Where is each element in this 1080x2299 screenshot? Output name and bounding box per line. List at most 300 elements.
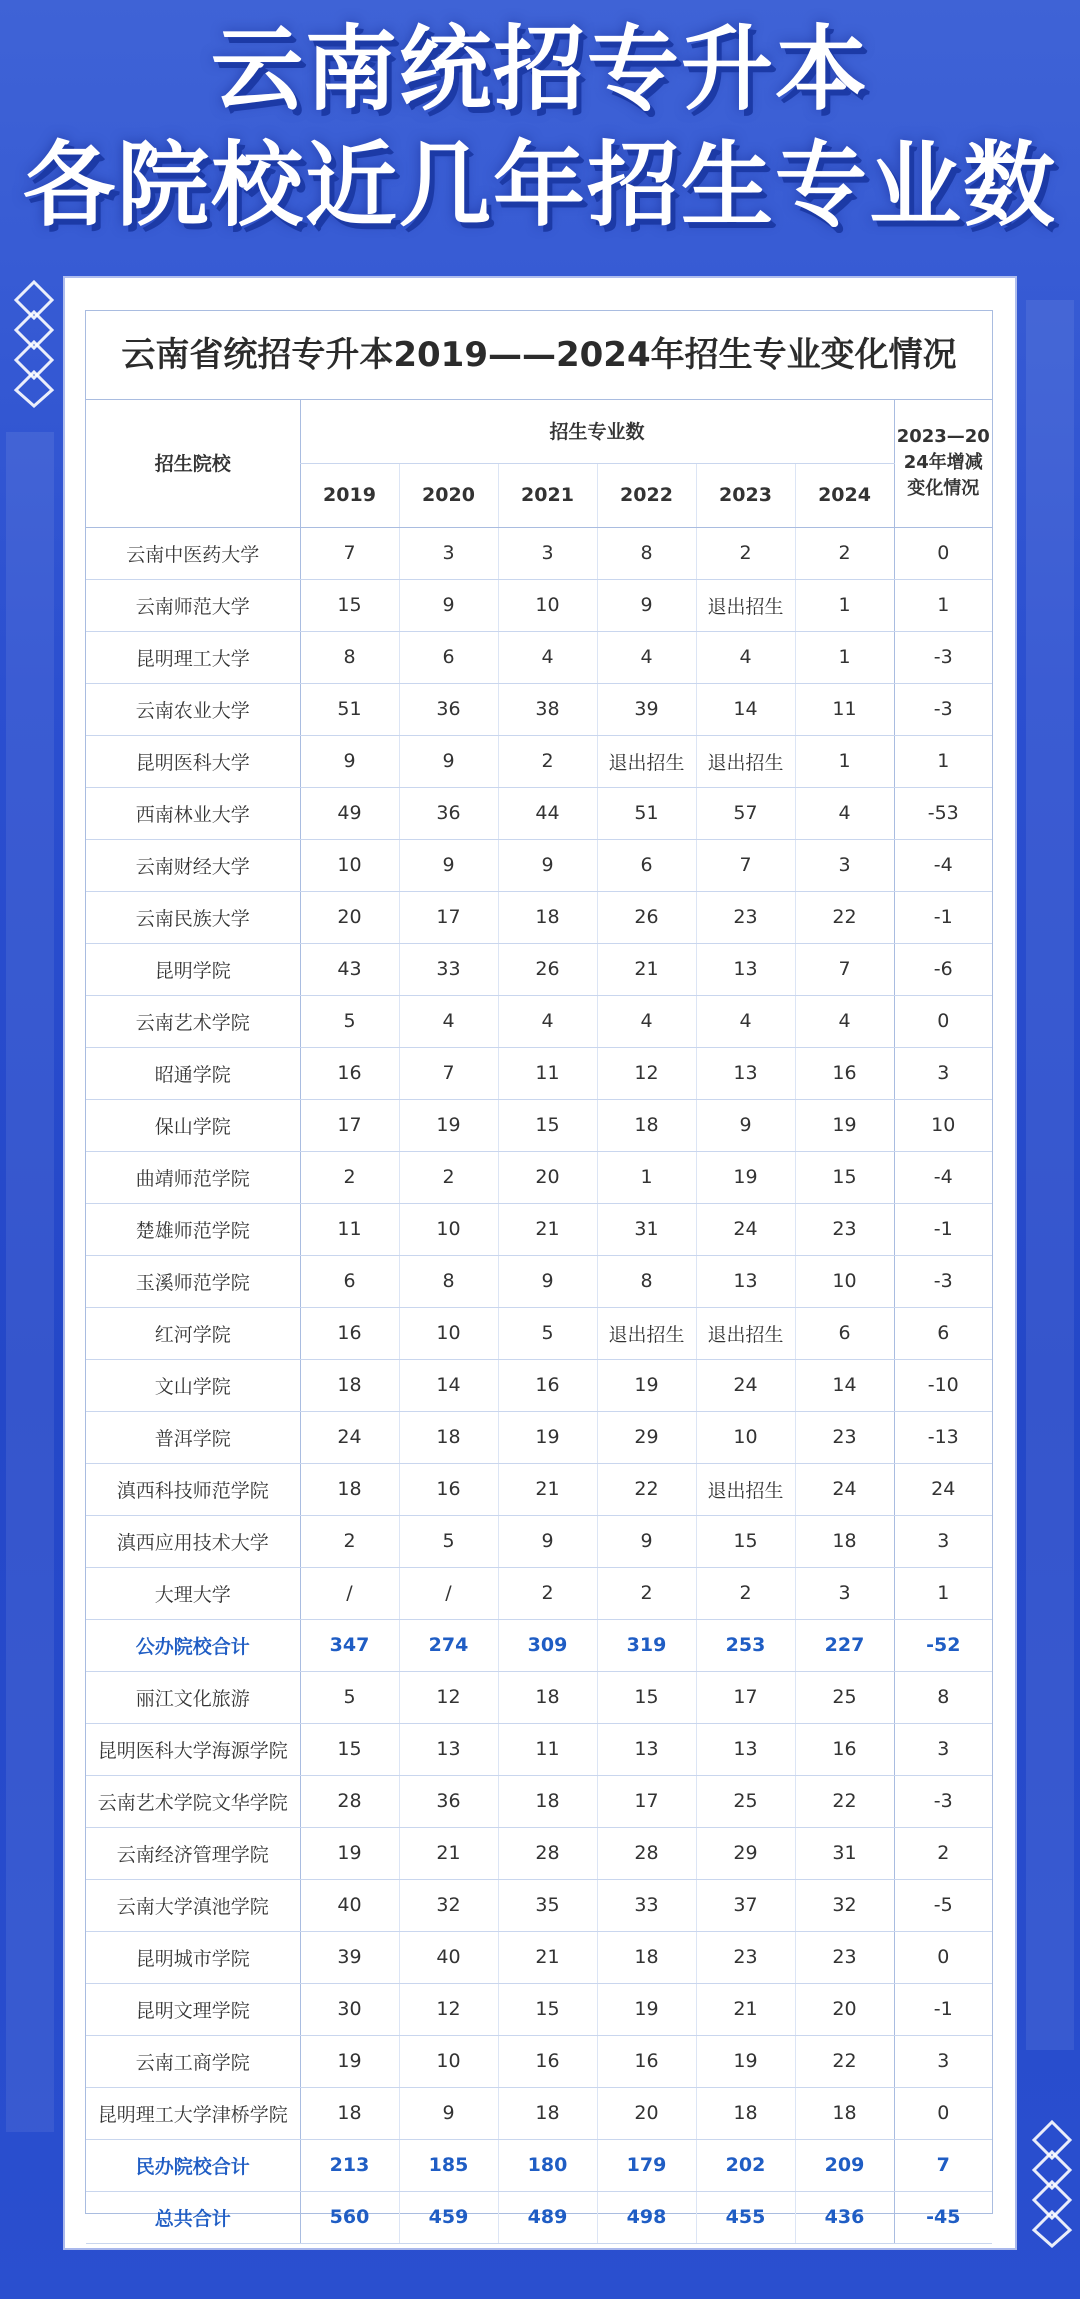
table-row	[86, 891, 992, 943]
year-value: 16	[399, 1463, 498, 1515]
table-row	[86, 1255, 992, 1307]
year-value: 4	[597, 995, 696, 1047]
year-value: 560	[300, 2191, 399, 2243]
change-value: 0	[894, 527, 992, 579]
year-value: 11	[795, 683, 894, 735]
table-row	[86, 735, 992, 787]
year-value: 退出招生	[696, 1463, 795, 1515]
year-value: 29	[696, 1827, 795, 1879]
year-value: 28	[300, 1775, 399, 1827]
year-value: 6	[795, 1307, 894, 1359]
table-row	[86, 1775, 992, 1827]
year-value: 23	[696, 891, 795, 943]
year-value: 253	[696, 1619, 795, 1671]
change-value: 3	[894, 1515, 992, 1567]
year-value: 51	[597, 787, 696, 839]
year-value: 33	[399, 943, 498, 995]
year-value: 17	[597, 1775, 696, 1827]
year-value: 18	[399, 1411, 498, 1463]
year-value: 14	[795, 1359, 894, 1411]
table-row	[86, 1931, 992, 1983]
year-value: 9	[498, 1515, 597, 1567]
year-value: 10	[498, 579, 597, 631]
school-name: 云南财经大学	[86, 839, 300, 891]
year-value: 退出招生	[696, 735, 795, 787]
school-name: 云南艺术学院文华学院	[86, 1775, 300, 1827]
year-value: 1	[795, 735, 894, 787]
year-value: 10	[696, 1411, 795, 1463]
school-name: 云南艺术学院	[86, 995, 300, 1047]
year-value: 6	[597, 839, 696, 891]
school-name: 普洱学院	[86, 1411, 300, 1463]
year-value: 8	[597, 1255, 696, 1307]
change-value: -45	[894, 2191, 992, 2243]
year-value: 180	[498, 2139, 597, 2191]
year-value: 213	[300, 2139, 399, 2191]
table-row	[86, 1983, 992, 2035]
year-value: 15	[795, 1151, 894, 1203]
year-value: 15	[597, 1671, 696, 1723]
year-value: 13	[399, 1723, 498, 1775]
year-value: 9	[597, 579, 696, 631]
year-value: 13	[696, 1255, 795, 1307]
year-value: 347	[300, 1619, 399, 1671]
year-value: 29	[597, 1411, 696, 1463]
table-row	[86, 2035, 992, 2087]
school-name: 云南农业大学	[86, 683, 300, 735]
year-value: 16	[300, 1047, 399, 1099]
school-name: 云南师范大学	[86, 579, 300, 631]
year-value: 5	[399, 1515, 498, 1567]
year-value: 21	[696, 1983, 795, 2035]
year-value: 26	[498, 943, 597, 995]
change-value: 2	[894, 1827, 992, 1879]
school-name: 西南林业大学	[86, 787, 300, 839]
year-value: 8	[300, 631, 399, 683]
year-value: 25	[696, 1775, 795, 1827]
year-value: 7	[300, 527, 399, 579]
year-value: 2	[300, 1151, 399, 1203]
year-value: 13	[696, 1723, 795, 1775]
year-value: 19	[696, 2035, 795, 2087]
year-value: 2	[498, 735, 597, 787]
year-value: 51	[300, 683, 399, 735]
year-value: 1	[795, 579, 894, 631]
year-value: 17	[696, 1671, 795, 1723]
year-value: 9	[498, 1255, 597, 1307]
year-value: 18	[498, 891, 597, 943]
year-value: 19	[696, 1151, 795, 1203]
year-value: 32	[795, 1879, 894, 1931]
year-value: 15	[696, 1515, 795, 1567]
year-value: 179	[597, 2139, 696, 2191]
year-value: 16	[795, 1047, 894, 1099]
table-total-row	[86, 2139, 992, 2191]
year-value: 1	[597, 1151, 696, 1203]
year-value: 16	[300, 1307, 399, 1359]
header-change-line1: 2023—20	[896, 425, 990, 447]
year-value: 21	[399, 1827, 498, 1879]
year-value: 2	[795, 527, 894, 579]
school-name: 昆明文理学院	[86, 1983, 300, 2035]
change-value: 1	[894, 579, 992, 631]
year-value: 14	[399, 1359, 498, 1411]
year-value: 18	[498, 1671, 597, 1723]
year-value: 21	[597, 943, 696, 995]
year-value: 12	[597, 1047, 696, 1099]
year-value: 15	[300, 1723, 399, 1775]
table-row	[86, 1151, 992, 1203]
year-value: 436	[795, 2191, 894, 2243]
table-row	[86, 1671, 992, 1723]
year-value: 319	[597, 1619, 696, 1671]
year-value: 12	[399, 1983, 498, 2035]
year-value: 31	[795, 1827, 894, 1879]
school-name: 曲靖师范学院	[86, 1151, 300, 1203]
table-row	[86, 631, 992, 683]
year-value: 33	[597, 1879, 696, 1931]
table-card	[65, 278, 1015, 2248]
change-value: -6	[894, 943, 992, 995]
change-value: -13	[894, 1411, 992, 1463]
school-name: 昆明学院	[86, 943, 300, 995]
school-name: 昆明医科大学	[86, 735, 300, 787]
year-value: 3	[795, 839, 894, 891]
year-value: 4	[795, 787, 894, 839]
year-value: 24	[696, 1359, 795, 1411]
header-change-line3: 变化情况	[907, 477, 980, 499]
year-value: 22	[597, 1463, 696, 1515]
table-row	[86, 2087, 992, 2139]
year-value: 21	[498, 1203, 597, 1255]
year-value: 退出招生	[597, 1307, 696, 1359]
year-value: 20	[300, 891, 399, 943]
year-value: 4	[696, 631, 795, 683]
year-value: 4	[498, 995, 597, 1047]
year-value: 2	[498, 1567, 597, 1619]
change-value: -1	[894, 1203, 992, 1255]
year-value: 5	[498, 1307, 597, 1359]
change-value: 1	[894, 1567, 992, 1619]
left-stripe	[6, 432, 54, 2132]
year-value: 2	[300, 1515, 399, 1567]
year-value: 16	[498, 2035, 597, 2087]
year-value: 4	[597, 631, 696, 683]
year-value: 9	[399, 839, 498, 891]
year-value: 7	[696, 839, 795, 891]
year-value: 18	[795, 1515, 894, 1567]
year-value: 22	[795, 2035, 894, 2087]
table-row	[86, 1411, 992, 1463]
school-name: 民办院校合计	[86, 2139, 300, 2191]
year-value: 21	[498, 1931, 597, 1983]
header-title-line2: 各院校近几年招生专业数	[22, 132, 1057, 239]
year-value: 19	[597, 1983, 696, 2035]
year-value: 489	[498, 2191, 597, 2243]
change-value: 24	[894, 1463, 992, 1515]
year-value: 49	[300, 787, 399, 839]
year-value: 14	[696, 683, 795, 735]
table-total-row	[86, 1619, 992, 1671]
year-value: 23	[696, 1931, 795, 1983]
school-name: 总共合计	[86, 2191, 300, 2243]
table-row	[86, 1567, 992, 1619]
diamond-pattern-right	[1028, 2118, 1076, 2248]
year-value: 6	[399, 631, 498, 683]
school-name: 文山学院	[86, 1359, 300, 1411]
header-change	[894, 399, 992, 527]
year-value: 19	[300, 1827, 399, 1879]
year-value: 15	[498, 1983, 597, 2035]
year-value: 23	[795, 1411, 894, 1463]
year-value: 31	[597, 1203, 696, 1255]
year-value: 11	[498, 1723, 597, 1775]
year-value: 18	[696, 2087, 795, 2139]
year-value: 9	[498, 839, 597, 891]
table-row	[86, 995, 992, 1047]
year-value: 10	[399, 2035, 498, 2087]
table-row	[86, 943, 992, 995]
year-value: 18	[597, 1099, 696, 1151]
change-value: -3	[894, 631, 992, 683]
year-value: 10	[300, 839, 399, 891]
header-year: 2023	[696, 463, 795, 527]
change-value: -3	[894, 1255, 992, 1307]
school-name: 滇西应用技术大学	[86, 1515, 300, 1567]
school-name: 昆明理工大学津桥学院	[86, 2087, 300, 2139]
change-value: -53	[894, 787, 992, 839]
change-value: -4	[894, 1151, 992, 1203]
year-value: 4	[795, 995, 894, 1047]
year-value: 19	[795, 1099, 894, 1151]
year-value: 309	[498, 1619, 597, 1671]
year-value: 15	[300, 579, 399, 631]
table-title: 云南省统招专升本2019——2024年招生专业变化情况	[86, 311, 992, 400]
change-value: -3	[894, 1775, 992, 1827]
header-year: 2020	[399, 463, 498, 527]
change-value: 3	[894, 1047, 992, 1099]
change-value: 3	[894, 1723, 992, 1775]
school-name: 昆明理工大学	[86, 631, 300, 683]
year-value: 22	[795, 1775, 894, 1827]
year-value: 23	[795, 1931, 894, 1983]
change-value: 0	[894, 1931, 992, 1983]
year-value: 43	[300, 943, 399, 995]
year-value: 13	[696, 1047, 795, 1099]
year-value: 18	[300, 1463, 399, 1515]
year-value: 退出招生	[696, 1307, 795, 1359]
change-value: 8	[894, 1671, 992, 1723]
table-row	[86, 1879, 992, 1931]
school-name: 昆明医科大学海源学院	[86, 1723, 300, 1775]
school-name: 云南经济管理学院	[86, 1827, 300, 1879]
year-value: 36	[399, 683, 498, 735]
year-value: 30	[300, 1983, 399, 2035]
change-value: -4	[894, 839, 992, 891]
year-value: 44	[498, 787, 597, 839]
year-value: 57	[696, 787, 795, 839]
year-value: 8	[597, 527, 696, 579]
year-value: 16	[597, 2035, 696, 2087]
change-value: 0	[894, 995, 992, 1047]
year-value: 6	[300, 1255, 399, 1307]
table-row	[86, 787, 992, 839]
change-value: 0	[894, 2087, 992, 2139]
year-value: 38	[498, 683, 597, 735]
year-value: 227	[795, 1619, 894, 1671]
year-value: 18	[300, 2087, 399, 2139]
year-value: 26	[597, 891, 696, 943]
year-value: 5	[300, 995, 399, 1047]
table-row	[86, 579, 992, 631]
year-value: 209	[795, 2139, 894, 2191]
year-value: 10	[795, 1255, 894, 1307]
year-value: 39	[597, 683, 696, 735]
school-name: 红河学院	[86, 1307, 300, 1359]
year-value: 24	[696, 1203, 795, 1255]
year-value: 退出招生	[597, 735, 696, 787]
year-value: 9	[399, 735, 498, 787]
table-row	[86, 1203, 992, 1255]
year-value: 36	[399, 787, 498, 839]
diamond-pattern-left	[10, 278, 58, 408]
year-value: 11	[498, 1047, 597, 1099]
year-value: 18	[498, 2087, 597, 2139]
school-name: 云南大学滇池学院	[86, 1879, 300, 1931]
year-value: 202	[696, 2139, 795, 2191]
year-value: 39	[300, 1931, 399, 1983]
enrollment-table	[86, 399, 992, 2244]
year-value: 3	[795, 1567, 894, 1619]
year-value: 24	[795, 1463, 894, 1515]
school-name: 保山学院	[86, 1099, 300, 1151]
year-value: 16	[795, 1723, 894, 1775]
header-year: 2021	[498, 463, 597, 527]
year-value: 9	[597, 1515, 696, 1567]
year-value: 19	[597, 1359, 696, 1411]
school-name: 楚雄师范学院	[86, 1203, 300, 1255]
year-value: 18	[300, 1359, 399, 1411]
year-value: 11	[300, 1203, 399, 1255]
year-value: 13	[696, 943, 795, 995]
year-value: 10	[399, 1307, 498, 1359]
change-value: -10	[894, 1359, 992, 1411]
year-value: 32	[399, 1879, 498, 1931]
year-value: 9	[300, 735, 399, 787]
year-value: 20	[498, 1151, 597, 1203]
year-value: 4	[498, 631, 597, 683]
table-row	[86, 1359, 992, 1411]
year-value: 36	[399, 1775, 498, 1827]
school-name: 昭通学院	[86, 1047, 300, 1099]
right-stripe	[1026, 300, 1074, 2050]
year-value: 2	[597, 1567, 696, 1619]
header-year: 2024	[795, 463, 894, 527]
year-value: 16	[498, 1359, 597, 1411]
year-value: 459	[399, 2191, 498, 2243]
header-year: 2022	[597, 463, 696, 527]
school-name: 玉溪师范学院	[86, 1255, 300, 1307]
table-row	[86, 839, 992, 891]
year-value: 13	[597, 1723, 696, 1775]
table-total-row	[86, 2191, 992, 2243]
year-value: 28	[597, 1827, 696, 1879]
year-value: 1	[795, 631, 894, 683]
year-value: 3	[498, 527, 597, 579]
year-value: 12	[399, 1671, 498, 1723]
year-value: 25	[795, 1671, 894, 1723]
year-value: 2	[696, 1567, 795, 1619]
year-value: 20	[597, 2087, 696, 2139]
school-name: 滇西科技师范学院	[86, 1463, 300, 1515]
change-value: -3	[894, 683, 992, 735]
year-value: 7	[795, 943, 894, 995]
year-value: 2	[399, 1151, 498, 1203]
change-value: 1	[894, 735, 992, 787]
change-value: 3	[894, 2035, 992, 2087]
year-value: 23	[795, 1203, 894, 1255]
year-value: 7	[399, 1047, 498, 1099]
header-year: 2019	[300, 463, 399, 527]
year-value: 10	[399, 1203, 498, 1255]
year-value: 2	[696, 527, 795, 579]
change-value: 6	[894, 1307, 992, 1359]
school-name: 云南中医药大学	[86, 527, 300, 579]
year-value: 9	[399, 2087, 498, 2139]
table-row	[86, 1827, 992, 1879]
page-header	[0, 0, 1080, 270]
year-value: /	[399, 1567, 498, 1619]
year-value: 455	[696, 2191, 795, 2243]
year-value: 18	[597, 1931, 696, 1983]
year-value: 28	[498, 1827, 597, 1879]
school-name: 云南民族大学	[86, 891, 300, 943]
year-value: 18	[795, 2087, 894, 2139]
year-value: 22	[795, 891, 894, 943]
year-value: 498	[597, 2191, 696, 2243]
year-value: 20	[795, 1983, 894, 2035]
table-row	[86, 527, 992, 579]
year-value: 274	[399, 1619, 498, 1671]
table-row	[86, 1463, 992, 1515]
change-value: -5	[894, 1879, 992, 1931]
header-major-count: 招生专业数	[300, 399, 894, 463]
year-value: 18	[498, 1775, 597, 1827]
table-row	[86, 1307, 992, 1359]
year-value: 4	[696, 995, 795, 1047]
year-value: 185	[399, 2139, 498, 2191]
year-value: 40	[300, 1879, 399, 1931]
school-name: 昆明城市学院	[86, 1931, 300, 1983]
year-value: 40	[399, 1931, 498, 1983]
table-row	[86, 1723, 992, 1775]
year-value: 19	[300, 2035, 399, 2087]
year-value: 19	[498, 1411, 597, 1463]
year-value: 17	[399, 891, 498, 943]
year-value: 9	[399, 579, 498, 631]
year-value: 37	[696, 1879, 795, 1931]
year-value: 21	[498, 1463, 597, 1515]
table-row	[86, 1047, 992, 1099]
table-row	[86, 1099, 992, 1151]
change-value: -52	[894, 1619, 992, 1671]
year-value: 9	[696, 1099, 795, 1151]
year-value: /	[300, 1567, 399, 1619]
year-value: 19	[399, 1099, 498, 1151]
table-frame	[85, 310, 993, 2230]
year-value: 8	[399, 1255, 498, 1307]
school-name: 云南工商学院	[86, 2035, 300, 2087]
